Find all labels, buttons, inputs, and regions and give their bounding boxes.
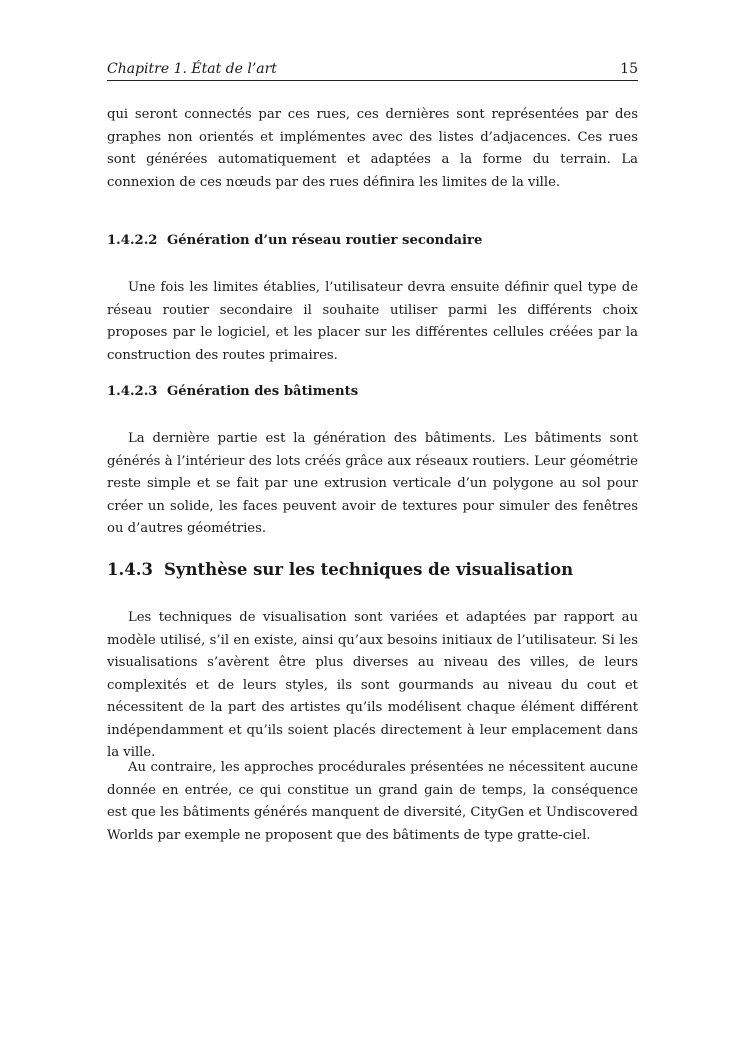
section-title: Génération d’un réseau routier secondaire bbox=[167, 233, 483, 248]
heading-1-4-2-2 bbox=[107, 232, 638, 250]
section-number: 1.4.2.2 bbox=[107, 233, 158, 248]
paragraph-synthesis-1: Les techniques de visualisation sont variées et adaptées par rapport au modèle utilisé, s’il en existe, ainsi qu’aux besoins initiaux de l’utilisateur. Si les visualisations s’avèrent être plus diverses au niveau des villes, de leurs complexités et de leurs styles, ils sont gourmands au niveau du cout et nécessitent de la part des artistes qu’ils modélisent chaque élément différent indépendamment et qu’ils soient placés directement à leur emplacement dans la ville. bbox=[107, 610, 638, 760]
paragraph-buildings: La dernière partie est la génération des bâtiments. Les bâtiments sont générés à l’intérieur des lots créés grâce aux réseaux routiers. Leur géométrie reste simple et se fait par une extrusion verticale d’un polygone au sol pour créer un solide, les faces peuvent avoir de textures pour simuler des fenêtres ou d’autres géométries. bbox=[107, 431, 638, 536]
paragraph-synthesis-2: Au contraire, les approches procédurales présentées ne nécessitent aucune donnée en entrée, ce qui constitue un grand gain de temps, la conséquence est que les bâtiments générés manquent de diversité, CityGen et Undiscovered Worlds par exemple ne proposent que des bâtiments de type gratte-ciel. bbox=[107, 760, 638, 843]
heading-1-4-3 bbox=[107, 559, 638, 581]
section-number: 1.4.3 bbox=[107, 560, 153, 579]
header-chapter-title: Chapitre 1. État de l’art bbox=[107, 61, 277, 77]
paragraph-intro: qui seront connectés par ces rues, ces dernières sont représentées par des graphes non orientés et implémentes avec des listes d’adjacences. Ces rues sont générées automatiquement et adaptées a la forme du terrain. La connexion de ces nœuds par des rues définira les limites de la ville. bbox=[107, 107, 638, 190]
section-number: 1.4.2.3 bbox=[107, 384, 158, 399]
section-title: Génération des bâtiments bbox=[167, 384, 359, 399]
paragraph-secondary-roads: Une fois les limites établies, l’utilisateur devra ensuite définir quel type de réseau routier secondaire il souhaite utiliser parmi les différents choix proposes par le logiciel, et les placer sur les différentes cellules créées par la construction des routes primaires. bbox=[107, 280, 638, 363]
header-page-number: 15 bbox=[620, 61, 638, 77]
section-title: Synthèse sur les techniques de visualisation bbox=[164, 560, 574, 579]
running-header bbox=[107, 59, 638, 81]
heading-1-4-2-3 bbox=[107, 383, 638, 401]
